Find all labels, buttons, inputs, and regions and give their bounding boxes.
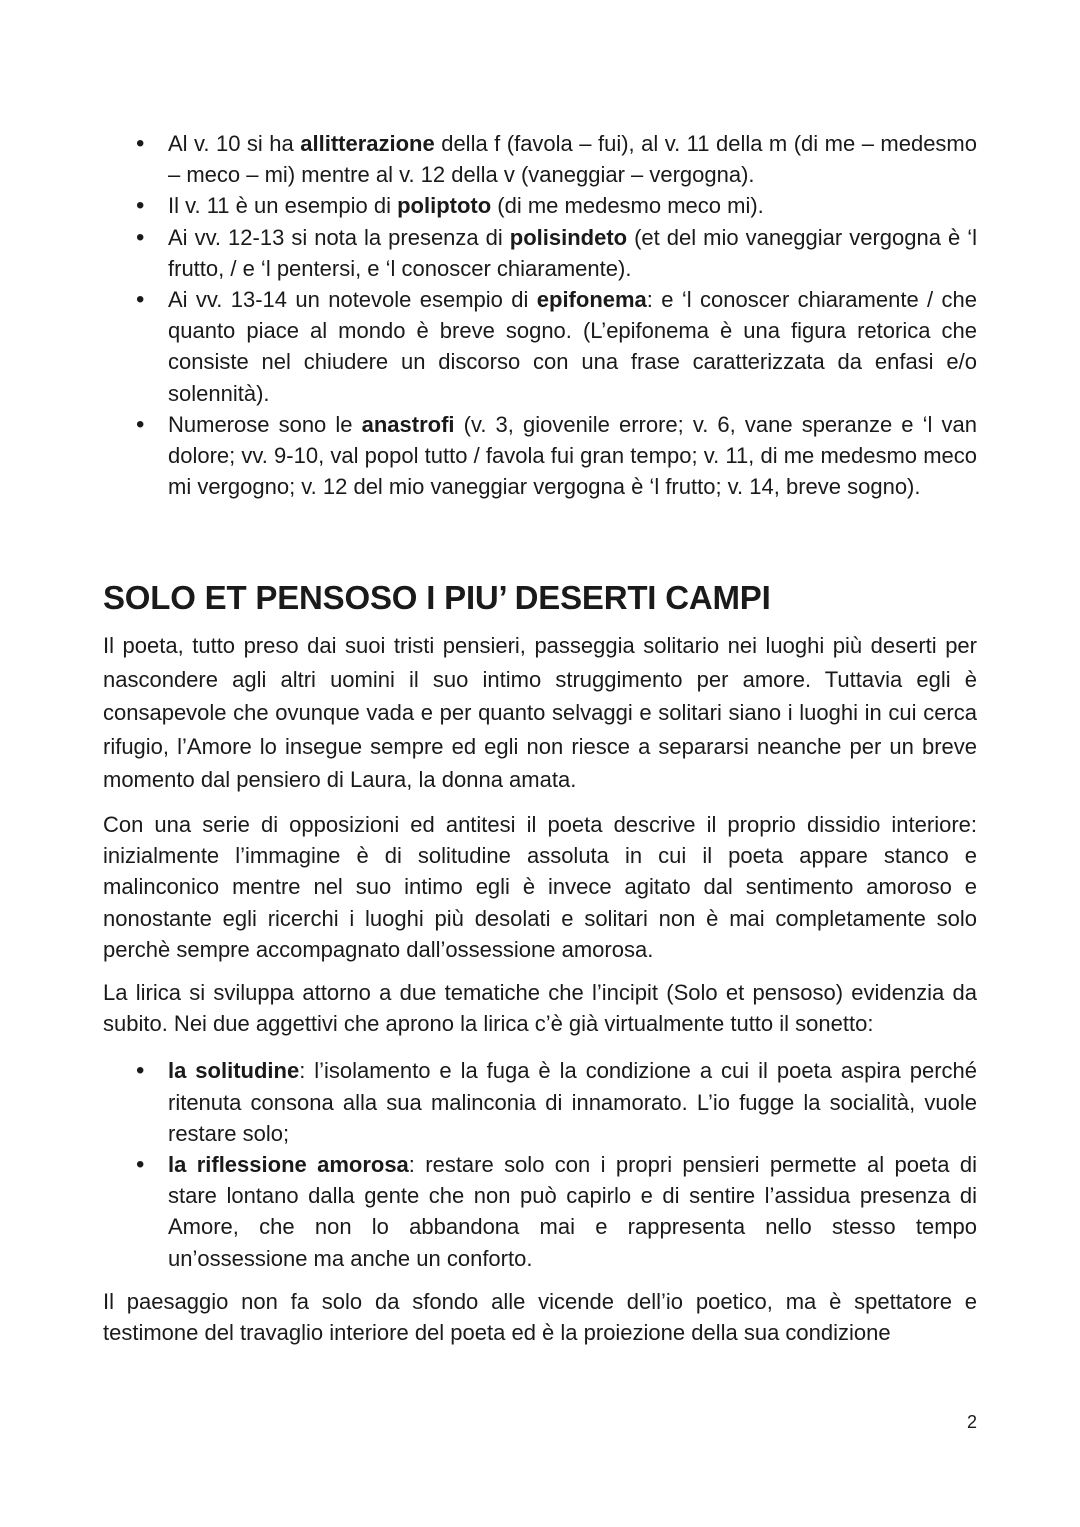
list-item: • Il v. 11 è un esempio di poliptoto (di me medesmo meco mi).: [103, 190, 977, 221]
page-content: [103, 128, 977, 1348]
list-item: • la riflessione amorosa: restare solo con i propri pensieri permette al poeta di stare lontano dalla gente che non può capirlo e di sentire l’assidua presenza di Amore, che non lo abbandona mai e rappresenta nello stesso tempo un’ossessione ma anche un conforto.: [103, 1149, 977, 1274]
paragraph-themes: La lirica si sviluppa attorno a due tematiche che l’incipit (Solo et pensoso) evidenzia da subito. Nei due aggettivi che aprono la lirica c’è già virtualmente tutto il sonetto:: [103, 979, 977, 1037]
list-item: • la solitudine: l’isolamento e la fuga è la condizione a cui il poeta aspira perché ritenuta consona alla sua malinconia di innamorato. L’io fugge la socialità, vuole restare solo;: [103, 1055, 977, 1149]
paragraph-antithesis: Con una serie di opposizioni ed antitesi il poeta descrive il proprio dissidio interiore: inizialmente l’immagine è di solitudine assoluta in cui il poeta appare stanco e malinconico mentre nel suo intimo egli è invece agitato dal sentimento amoroso e nonostante egli ricerchi i luoghi più desolati e solitari non è mai completamente solo perchè sempre accompagnato dall’ossessione amorosa.: [103, 811, 977, 962]
list-item: • Numerose sono le anastrofi (v. 3, giovenile errore; v. 6, vane speranze e ‘l van dolore; vv. 9-10, val popol tutto / favola fui gran tempo; v. 11, di me medesmo meco mi vergogno; v. 12 del mio vaneggiar vergogna è ‘l frutto; v. 14, breve sogno).: [103, 409, 977, 503]
list-item: • Ai vv. 12-13 si nota la presenza di polisindeto (et del mio vaneggiar vergogna è ‘l frutto, / e ‘l pentersi, e ‘l conoscer chiaramente).: [103, 222, 977, 284]
themes-list: [103, 1055, 977, 1273]
list-item: • Ai vv. 13-14 un notevole esempio di epifonema: e ‘l conoscer chiaramente / che quanto piace al mondo è breve sogno. (L’epifonema è una figura retorica che consiste nel chiudere un discorso con una frase caratterizzata da enfasi e/o solennità).: [103, 284, 977, 409]
paragraph-summary: Il poeta, tutto preso dai suoi tristi pensieri, passeggia solitario nei luoghi più deserti per nascondere agli altri uomini il suo intimo struggimento per amore. Tuttavia egli è consapevole che ovunque vada e per quanto selvaggi e solitari siano i luoghi in cui cerca rifugio, l’Amore lo insegue sempre ed egli non riesce a separarsi neanche per un breve momento dal pensiero di Laura, la donna amata.: [103, 633, 977, 793]
paragraph-landscape: Il paesaggio non fa solo da sfondo alle vicende dell’io poetico, ma è spettatore e testimone del travaglio interiore del poeta ed è la proiezione della sua condizione: [103, 1288, 977, 1345]
rhetorical-figures-list: [103, 128, 977, 502]
list-item: • Al v. 10 si ha allitterazione della f (favola – fui), al v. 11 della m (di me – medesmo – meco – mi) mentre al v. 12 della v (vaneggiar – vergogna).: [103, 128, 977, 190]
section-heading: SOLO ET PENSOSO I PIU’ DESERTI CAMPI: [103, 579, 771, 617]
page-number: 2: [966, 1412, 977, 1432]
